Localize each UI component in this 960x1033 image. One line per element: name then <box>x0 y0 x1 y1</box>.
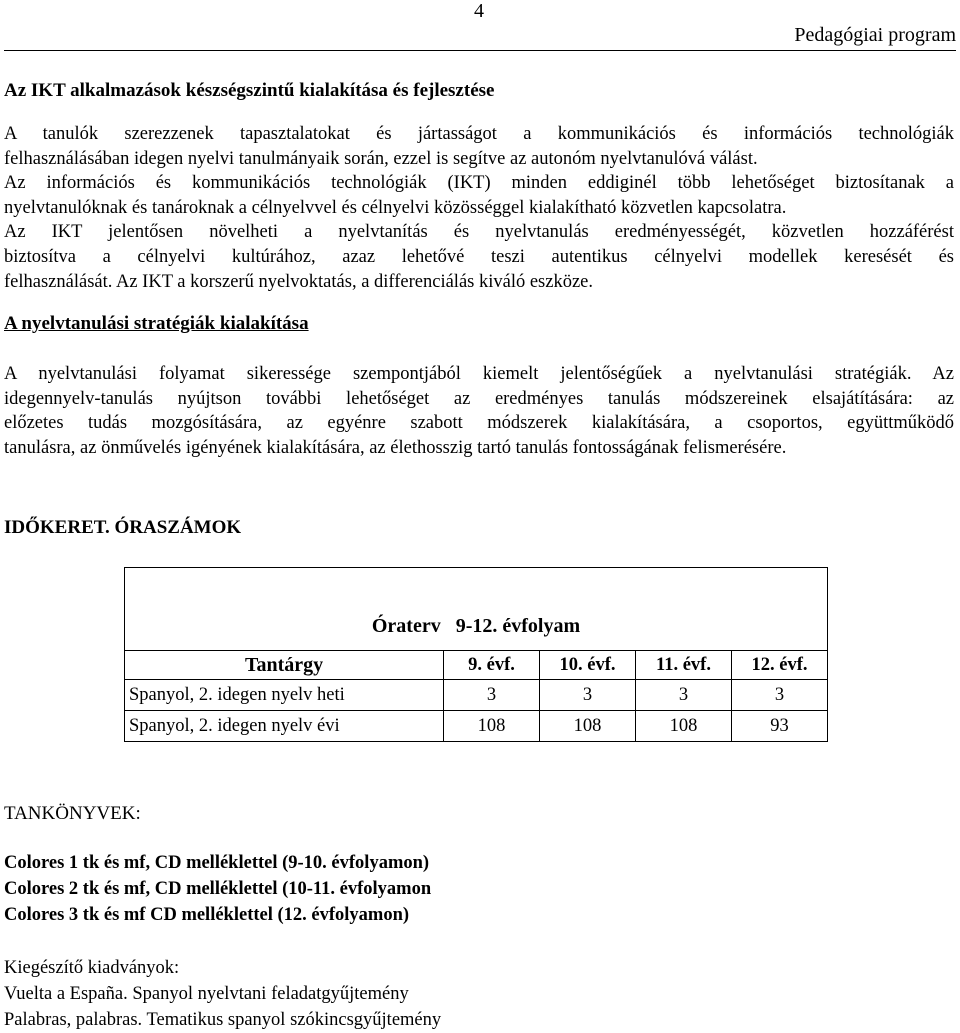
cell-value: 108 <box>636 711 732 742</box>
paragraph-line: Az IKT jelentősen növelheti a nyelvtanítás és nyelvtanulás eredményességét, közvetlen hozzáférést <box>4 222 954 243</box>
supplementary-list <box>4 955 441 1033</box>
column-header-grade-10: 10. évf. <box>540 651 636 680</box>
cell-value: 3 <box>731 680 827 711</box>
paragraph-line: felhasználását. Az IKT a korszerű nyelvoktatás, a differenciálás kiváló eszköze. <box>4 271 594 292</box>
hours-table <box>124 567 828 742</box>
paragraph-ikt <box>4 122 954 294</box>
paragraph-line: A tanulók szerezzenek tapasztalatokat és jártasságot a kommunikációs és információs technológiák <box>4 124 954 144</box>
paragraph-line: biztosítva a célnyelvi kultúrához, azaz lehetővé teszi autentikus célnyelvi modellek keresését és <box>4 246 954 267</box>
paragraph-line: nyelvtanulóknak és tanároknak a célnyelvvel és célnyelvi közösséggel kialakítható közvetlen kapcsolatra. <box>4 197 787 218</box>
document-header-title: Pedagógiai program <box>794 24 956 46</box>
paragraph-line: idegennyelv-tanulás nyújtson további lehetőséget az eredményes tanulás módszereinek elsajátítására: az <box>4 388 954 409</box>
supplementary-item: Palabras, palabras. Tematikus spanyol szókincsgyűjtemény <box>4 1010 442 1030</box>
paragraph-line: A nyelvtanulási folyamat sikeressége szempontjából kiemelt jelentőségűek a nyelvtanulási stratégiák. Az <box>4 364 954 384</box>
paragraph-line: előzetes tudás mozgósítására, az egyénre szabott módszerek kialakítására, a csoportos, együttműködő <box>4 413 954 434</box>
column-header-grade-12: 12. évf. <box>731 651 827 680</box>
table-row <box>125 711 828 742</box>
column-header-grade-9: 9. évf. <box>444 651 540 680</box>
section-heading-strategies: A nyelvtanulási stratégiák kialakítása <box>4 313 309 334</box>
supplementary-label: Kiegészítő kiadványok: <box>4 958 180 978</box>
section-heading-timeframe: IDŐKERET. ÓRASZÁMOK <box>4 517 242 538</box>
table-title-text: Óraterv 9-12. évfolyam <box>371 615 581 637</box>
column-header-grade-11: 11. évf. <box>636 651 732 680</box>
cell-value: 93 <box>731 711 827 742</box>
cell-value: 3 <box>636 680 732 711</box>
textbook-item: Colores 3 tk és mf CD melléklettel (12. évfolyamon) <box>4 905 410 925</box>
paragraph-line: felhasználásában idegen nyelvi tanulmányaik során, ezzel is segítve az autonóm nyelvtanulóvá válást. <box>4 148 758 169</box>
section-heading-ikt: Az IKT alkalmazások készségszintű kialakítása és fejlesztése <box>4 80 495 101</box>
paragraph-strategies <box>4 362 954 460</box>
header-divider <box>4 50 956 51</box>
table-header-row <box>125 651 828 680</box>
section-heading-textbooks: TANKÖNYVEK: <box>4 803 141 824</box>
column-header-subject: Tantárgy <box>125 651 444 680</box>
textbook-list <box>4 850 431 928</box>
supplementary-item: Vuelta a España. Spanyol nyelvtani feladatgyűjtemény <box>4 984 409 1004</box>
paragraph-line: tanulásra, az önművelés igényének kialakítására, az élethosszig tartó tanulás fontosságának felismerésére. <box>4 437 787 458</box>
row-subject: Spanyol, 2. idegen nyelv évi <box>125 711 444 742</box>
cell-value: 3 <box>444 680 540 711</box>
cell-value: 108 <box>444 711 540 742</box>
cell-value: 108 <box>540 711 636 742</box>
table-title <box>125 568 828 651</box>
textbook-item: Colores 2 tk és mf, CD melléklettel (10-11. évfolyamon <box>4 879 432 899</box>
cell-value: 3 <box>540 680 636 711</box>
page-number: 4 <box>474 0 484 22</box>
row-subject: Spanyol, 2. idegen nyelv heti <box>125 680 444 711</box>
table-row <box>125 680 828 711</box>
paragraph-line: Az információs és kommunikációs technológiák (IKT) minden eddiginél több lehetőséget biztosítanak a <box>4 173 954 194</box>
textbook-item: Colores 1 tk és mf, CD melléklettel (9-10. évfolyamon) <box>4 853 430 873</box>
